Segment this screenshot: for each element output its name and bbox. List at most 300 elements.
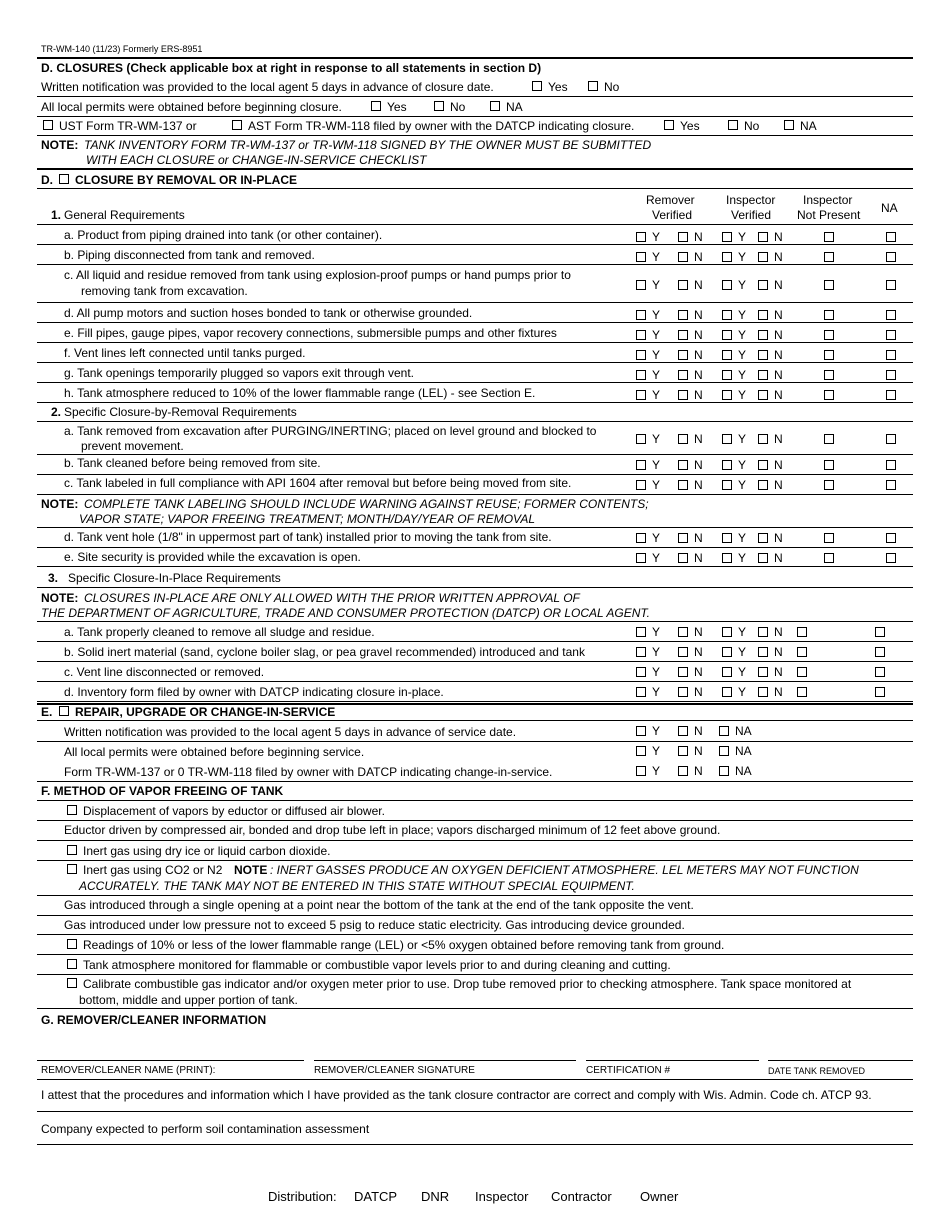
repair-no-checkbox[interactable] (678, 746, 688, 756)
remover-yes-checkbox[interactable] (636, 350, 646, 360)
inplace-title: Specific Closure-In-Place Requirements (68, 571, 281, 585)
attestation-text: I attest that the procedures and information which I have provided as the tank closure contractor are correct and comply with Wis. Admin. Code ch. ATCP 93. (41, 1088, 872, 1102)
inplace-item: b. Solid inert material (sand, cyclone boiler slag, or pea gravel recommended) introduced and tank (64, 645, 585, 659)
inspector-not-present-checkbox[interactable] (824, 310, 834, 320)
monitored-label: Tank atmosphere monitored for flammable or combustible vapor levels prior to and during cleaning and cutting. (83, 958, 671, 972)
remover-name-label: REMOVER/CLEANER NAME (PRINT): (41, 1065, 216, 1076)
closure-notification-yes-checkbox[interactable] (532, 81, 542, 91)
na-checkbox[interactable] (875, 667, 885, 677)
y-label: Y (652, 250, 661, 264)
na-checkbox[interactable] (886, 232, 896, 242)
y-label: Y (738, 432, 747, 446)
inspector-no-checkbox[interactable] (758, 647, 768, 657)
inspector-no-checkbox[interactable] (758, 667, 768, 677)
inspector-yes-checkbox[interactable] (722, 553, 732, 563)
remover-yes-checkbox[interactable] (636, 460, 646, 470)
closure-removal-checkbox[interactable] (59, 174, 69, 184)
inspector-yes-checkbox[interactable] (722, 627, 732, 637)
note-label: NOTE: (41, 591, 79, 605)
section-d-title: D. CLOSURES (Check applicable box at right in response to all statements in section D) (41, 61, 542, 75)
divider (37, 302, 913, 303)
y-label: Y (738, 348, 747, 362)
labeling-note: COMPLETE TANK LABELING SHOULD INCLUDE WARNING AGAINST REUSE; FORMER CONTENTS; (84, 497, 649, 511)
inspector-yes-checkbox[interactable] (722, 310, 732, 320)
y-label: Y (738, 625, 747, 639)
divider (37, 527, 913, 528)
inspector-no-checkbox[interactable] (758, 553, 768, 563)
y-label: Y (652, 764, 661, 778)
remover-signature-label: REMOVER/CLEANER SIGNATURE (314, 1065, 475, 1076)
remover-no-checkbox[interactable] (678, 553, 688, 563)
n-label: N (774, 665, 783, 679)
n-label: N (694, 458, 703, 472)
y-label: Y (652, 388, 661, 402)
inplace-item: d. Inventory form filed by owner with DATCP indicating closure in-place. (64, 685, 444, 699)
y-label: Y (652, 458, 661, 472)
y-label: Y (652, 432, 661, 446)
ast-form-checkbox[interactable] (232, 120, 242, 130)
remover-no-checkbox[interactable] (678, 480, 688, 490)
general-num: 1. (51, 208, 62, 222)
inspector-not-present-checkbox[interactable] (824, 460, 834, 470)
inspector-no-checkbox[interactable] (758, 434, 768, 444)
na-label: NA (735, 724, 752, 738)
repair-na-checkbox[interactable] (719, 766, 729, 776)
no-label: No (450, 100, 466, 114)
n-label: N (774, 368, 783, 382)
n-label: N (694, 308, 703, 322)
inspector-not-present-checkbox[interactable] (824, 370, 834, 380)
divider (37, 1111, 913, 1112)
certification-label: CERTIFICATION # (586, 1065, 671, 1076)
y-label: Y (738, 645, 747, 659)
form-id: TR-WM-140 (11/23) Formerly ERS-8951 (41, 44, 203, 54)
divider (37, 474, 913, 475)
inspector-yes-checkbox[interactable] (722, 480, 732, 490)
remover-no-checkbox[interactable] (678, 310, 688, 320)
remover-yes-checkbox[interactable] (636, 330, 646, 340)
remover-no-checkbox[interactable] (678, 370, 688, 380)
divider (37, 362, 913, 363)
form-filed-yes-checkbox[interactable] (664, 120, 674, 130)
divider (37, 720, 913, 721)
y-label: Y (652, 230, 661, 244)
n-label: N (694, 328, 703, 342)
ast-form-label: AST Form TR-WM-118 filed by owner with the DATCP indicating closure. (248, 119, 635, 133)
remover-yes-checkbox[interactable] (636, 434, 646, 444)
divider (37, 701, 913, 702)
col-not-present: Not Present (797, 208, 861, 222)
inspector-no-checkbox[interactable] (758, 350, 768, 360)
remover-yes-checkbox[interactable] (636, 252, 646, 262)
y-label: Y (738, 531, 747, 545)
y-label: Y (738, 278, 747, 292)
n-label: N (774, 230, 783, 244)
inspector-not-present-checkbox[interactable] (824, 533, 834, 543)
distribution-owner: Owner (640, 1189, 679, 1204)
divider (37, 934, 913, 935)
remover-yes-checkbox[interactable] (636, 370, 646, 380)
inspector-no-checkbox[interactable] (758, 460, 768, 470)
n-label: N (694, 230, 703, 244)
repair-section-title: REPAIR, UPGRADE OR CHANGE-IN-SERVICE (75, 705, 336, 719)
labeling-note: VAPOR STATE; VAPOR FREEING TREATMENT; MONTH/DAY/YEAR OF REMOVAL (79, 512, 536, 526)
na-checkbox[interactable] (875, 647, 885, 657)
yes-label: Yes (548, 80, 568, 94)
spec-item: c. Tank labeled in full compliance with API 1604 after removal but before being moved from site. (64, 476, 572, 490)
divider (37, 566, 913, 567)
inspector-yes-checkbox[interactable] (722, 252, 732, 262)
col-inspector: Verified (731, 208, 772, 222)
inspector-not-present-checkbox[interactable] (824, 232, 834, 242)
note-label: NOTE: (41, 138, 79, 152)
soil-assessment-label: Company expected to perform soil contamination assessment (41, 1122, 370, 1136)
note-label: NOTE (234, 863, 268, 877)
inspector-yes-checkbox[interactable] (722, 330, 732, 340)
vapor-section-title: F. METHOD OF VAPOR FREEING OF TANK (41, 784, 284, 798)
readings-checkbox[interactable] (67, 939, 77, 949)
inspector-yes-checkbox[interactable] (722, 232, 732, 242)
repair-item: Written notification was provided to the local agent 5 days in advance of service date. (64, 725, 517, 739)
divider (37, 1008, 913, 1009)
n-label: N (774, 478, 783, 492)
spec-item: b. Tank cleaned before being removed from site. (64, 456, 321, 470)
remover-no-checkbox[interactable] (678, 627, 688, 637)
inspector-not-present-checkbox[interactable] (824, 553, 834, 563)
remover-signature-line[interactable] (314, 1060, 576, 1061)
inspector-no-checkbox[interactable] (758, 370, 768, 380)
inspector-not-present-checkbox[interactable] (824, 280, 834, 290)
date-removed-label: DATE TANK REMOVED (768, 1066, 866, 1076)
na-checkbox[interactable] (886, 252, 896, 262)
n-label: N (694, 250, 703, 264)
inert-note: ACCURATELY. THE TANK MAY NOT BE ENTERED IN THIS STATE WITHOUT SPECIAL EQUIPMENT. (79, 879, 635, 893)
y-label: Y (738, 685, 747, 699)
y-label: Y (738, 665, 747, 679)
na-checkbox[interactable] (886, 460, 896, 470)
inspector-no-checkbox[interactable] (758, 232, 768, 242)
y-label: Y (652, 531, 661, 545)
repair-na-checkbox[interactable] (719, 746, 729, 756)
remover-no-checkbox[interactable] (678, 434, 688, 444)
inventory-note: WITH EACH CLOSURE or CHANGE-IN-SERVICE CHECKLIST (86, 153, 427, 167)
n-label: N (774, 551, 783, 565)
repair-item: All local permits were obtained before beginning service. (64, 745, 365, 759)
y-label: Y (652, 665, 661, 679)
inspector-yes-checkbox[interactable] (722, 647, 732, 657)
form-filed-no-checkbox[interactable] (728, 120, 738, 130)
n-label: N (774, 348, 783, 362)
repair-yes-checkbox[interactable] (636, 746, 646, 756)
repair-yes-checkbox[interactable] (636, 766, 646, 776)
n-label: N (694, 625, 703, 639)
inert-dry-label: Inert gas using dry ice or liquid carbon dioxide. (83, 844, 331, 858)
inspector-yes-checkbox[interactable] (722, 687, 732, 697)
section-prefix: D. (41, 173, 53, 187)
calibrate-label: Calibrate combustible gas indicator and/or oxygen meter prior to use. Drop tube removed prior to checking atmosphere. Tank space monitored at (83, 977, 852, 991)
repair-item: Form TR-WM-137 or 0 TR-WM-118 filed by owner with DATCP indicating change-in-service. (64, 765, 553, 779)
y-label: Y (738, 458, 747, 472)
n-label: N (694, 665, 703, 679)
repair-na-checkbox[interactable] (719, 726, 729, 736)
col-remover: Remover (646, 193, 695, 207)
y-label: Y (652, 308, 661, 322)
inspector-no-checkbox[interactable] (758, 533, 768, 543)
remover-name-line[interactable] (37, 1060, 304, 1061)
distribution-label: Distribution: (268, 1189, 337, 1204)
distribution-datcp: DATCP (354, 1189, 398, 1204)
inplace-item: c. Vent line disconnected or removed. (64, 665, 265, 679)
certification-line[interactable] (586, 1060, 759, 1061)
divider (37, 895, 913, 896)
remover-no-checkbox[interactable] (678, 667, 688, 677)
no-label: No (744, 119, 760, 133)
inspector-not-present-checkbox[interactable] (797, 627, 807, 637)
divider (37, 820, 913, 821)
calibrate-checkbox[interactable] (67, 978, 77, 988)
divider (37, 244, 913, 245)
inspector-not-present-checkbox[interactable] (824, 252, 834, 262)
inspector-no-checkbox[interactable] (758, 390, 768, 400)
remover-no-checkbox[interactable] (678, 647, 688, 657)
inspector-not-present-checkbox[interactable] (797, 667, 807, 677)
remover-no-checkbox[interactable] (678, 252, 688, 262)
section-prefix: E. (41, 705, 53, 719)
remover-yes-checkbox[interactable] (636, 533, 646, 543)
n-label: N (774, 645, 783, 659)
n-label: N (694, 724, 703, 738)
inspector-yes-checkbox[interactable] (722, 533, 732, 543)
na-label: NA (735, 744, 752, 758)
y-label: Y (738, 388, 747, 402)
remover-yes-checkbox[interactable] (636, 687, 646, 697)
na-checkbox[interactable] (886, 280, 896, 290)
n-label: N (774, 308, 783, 322)
repair-yes-checkbox[interactable] (636, 726, 646, 736)
na-checkbox[interactable] (886, 390, 896, 400)
inert-co2-label: Inert gas using CO2 or N2 (83, 863, 223, 877)
na-label: NA (506, 100, 523, 114)
y-label: Y (652, 724, 661, 738)
n-label: N (694, 551, 703, 565)
divider (37, 224, 913, 225)
divider (37, 188, 913, 189)
divider (37, 587, 913, 588)
na-checkbox[interactable] (886, 533, 896, 543)
divider (37, 135, 913, 136)
divider (37, 421, 913, 422)
divider (37, 860, 913, 861)
general-title: General Requirements (64, 208, 185, 222)
divider (37, 954, 913, 955)
divider (37, 402, 913, 403)
inspector-no-checkbox[interactable] (758, 252, 768, 262)
spec-item: e. Site security is provided while the excavation is open. (64, 550, 361, 564)
divider (37, 621, 913, 622)
divider (37, 681, 913, 682)
inert-co2-checkbox[interactable] (67, 864, 77, 874)
inspector-yes-checkbox[interactable] (722, 667, 732, 677)
general-item: c. All liquid and residue removed from tank using explosion-proof pumps or hand pumps prior to (64, 268, 571, 282)
n-label: N (694, 764, 703, 778)
closure-notification-no-checkbox[interactable] (588, 81, 598, 91)
remover-no-checkbox[interactable] (678, 460, 688, 470)
y-label: Y (652, 685, 661, 699)
remover-no-checkbox[interactable] (678, 280, 688, 290)
na-checkbox[interactable] (875, 627, 885, 637)
general-item: g. Tank openings temporarily plugged so vapors exit through vent. (64, 366, 414, 380)
na-checkbox[interactable] (886, 310, 896, 320)
y-label: Y (652, 278, 661, 292)
divider (37, 57, 913, 59)
form-filed-na-checkbox[interactable] (784, 120, 794, 130)
n-label: N (694, 478, 703, 492)
closure-notification-label: Written notification was provided to the local agent 5 days in advance of closure date. (41, 80, 494, 94)
displacement-checkbox[interactable] (67, 805, 77, 815)
gas-single-text: Gas introduced through a single opening at a point near the bottom of the tank at the end of the tank opposite the vent. (64, 898, 694, 912)
divider (37, 661, 913, 662)
n-label: N (694, 368, 703, 382)
n-label: N (694, 278, 703, 292)
inspector-yes-checkbox[interactable] (722, 460, 732, 470)
inspector-no-checkbox[interactable] (758, 687, 768, 697)
spec-title: Specific Closure-by-Removal Requirements (64, 405, 297, 419)
inspector-no-checkbox[interactable] (758, 330, 768, 340)
y-label: Y (652, 328, 661, 342)
inplace-item: a. Tank properly cleaned to remove all sludge and residue. (64, 625, 375, 639)
date-removed-line[interactable] (768, 1060, 913, 1061)
remover-no-checkbox[interactable] (678, 232, 688, 242)
inspector-yes-checkbox[interactable] (722, 350, 732, 360)
y-label: Y (738, 308, 747, 322)
remover-yes-checkbox[interactable] (636, 480, 646, 490)
na-checkbox[interactable] (886, 350, 896, 360)
na-checkbox[interactable] (875, 687, 885, 697)
inert-dry-ice-checkbox[interactable] (67, 845, 77, 855)
remover-no-checkbox[interactable] (678, 687, 688, 697)
monitored-checkbox[interactable] (67, 959, 77, 969)
divider (37, 1079, 913, 1080)
inspector-not-present-checkbox[interactable] (824, 434, 834, 444)
remover-yes-checkbox[interactable] (636, 390, 646, 400)
n-label: N (774, 250, 783, 264)
y-label: Y (738, 368, 747, 382)
remover-yes-checkbox[interactable] (636, 647, 646, 657)
ust-form-label: UST Form TR-WM-137 or (59, 119, 197, 133)
y-label: Y (652, 645, 661, 659)
divider (37, 264, 913, 265)
na-checkbox[interactable] (886, 434, 896, 444)
spec-item: d. Tank vent hole (1/8" in uppermost part of tank) installed prior to moving the tank from site. (64, 530, 552, 544)
inspector-no-checkbox[interactable] (758, 627, 768, 637)
remover-yes-checkbox[interactable] (636, 310, 646, 320)
divider (37, 641, 913, 642)
inspector-not-present-checkbox[interactable] (797, 647, 807, 657)
inspector-not-present-checkbox[interactable] (824, 390, 834, 400)
general-item: d. All pump motors and suction hoses bonded to tank or otherwise grounded. (64, 306, 473, 320)
inspector-yes-checkbox[interactable] (722, 390, 732, 400)
general-item: removing tank from excavation. (81, 284, 248, 298)
repair-section-checkbox[interactable] (59, 706, 69, 716)
divider (37, 342, 913, 343)
n-label: N (774, 458, 783, 472)
divider (37, 454, 913, 455)
n-label: N (774, 278, 783, 292)
inplace-num: 3. (48, 571, 59, 585)
y-label: Y (652, 625, 661, 639)
na-checkbox[interactable] (886, 480, 896, 490)
closure-permits-no-checkbox[interactable] (434, 101, 444, 111)
spec-item: prevent movement. (81, 439, 184, 453)
closure-permits-na-checkbox[interactable] (490, 101, 500, 111)
inspector-no-checkbox[interactable] (758, 280, 768, 290)
inspector-not-present-checkbox[interactable] (824, 330, 834, 340)
inplace-note: CLOSURES IN-PLACE ARE ONLY ALLOWED WITH THE PRIOR WRITTEN APPROVAL OF (84, 591, 580, 605)
closure-permits-yes-checkbox[interactable] (371, 101, 381, 111)
na-checkbox[interactable] (886, 330, 896, 340)
remover-yes-checkbox[interactable] (636, 627, 646, 637)
note-label: NOTE: (41, 497, 79, 511)
inspector-not-present-checkbox[interactable] (824, 350, 834, 360)
y-label: Y (738, 230, 747, 244)
repair-no-checkbox[interactable] (678, 726, 688, 736)
remover-no-checkbox[interactable] (678, 350, 688, 360)
y-label: Y (738, 328, 747, 342)
inspector-yes-checkbox[interactable] (722, 370, 732, 380)
divider (37, 168, 913, 170)
inspector-no-checkbox[interactable] (758, 480, 768, 490)
remover-yes-checkbox[interactable] (636, 232, 646, 242)
na-checkbox[interactable] (886, 370, 896, 380)
repair-no-checkbox[interactable] (678, 766, 688, 776)
remover-no-checkbox[interactable] (678, 330, 688, 340)
remover-yes-checkbox[interactable] (636, 667, 646, 677)
n-label: N (774, 388, 783, 402)
remover-section-title: G. REMOVER/CLEANER INFORMATION (41, 1013, 267, 1027)
spec-num: 2. (51, 405, 62, 419)
remover-no-checkbox[interactable] (678, 390, 688, 400)
ust-form-checkbox[interactable] (43, 120, 53, 130)
remover-no-checkbox[interactable] (678, 533, 688, 543)
inspector-not-present-checkbox[interactable] (797, 687, 807, 697)
general-item: b. Piping disconnected from tank and removed. (64, 248, 315, 262)
displacement-label: Displacement of vapors by eductor or diffused air blower. (83, 804, 385, 818)
divider (37, 741, 913, 742)
y-label: Y (738, 478, 747, 492)
inspector-no-checkbox[interactable] (758, 310, 768, 320)
col-na: NA (881, 201, 898, 215)
inspector-yes-checkbox[interactable] (722, 434, 732, 444)
na-label: NA (800, 119, 817, 133)
spec-item: a. Tank removed from excavation after PURGING/INERTING; placed on level ground and blocked to (64, 424, 597, 438)
y-label: Y (738, 551, 747, 565)
na-checkbox[interactable] (886, 553, 896, 563)
remover-yes-checkbox[interactable] (636, 553, 646, 563)
distribution-inspector: Inspector (475, 1189, 529, 1204)
inventory-note: TANK INVENTORY FORM TR-WM-137 or TR-WM-118 SIGNED BY THE OWNER MUST BE SUBMITTED (84, 138, 652, 152)
n-label: N (774, 328, 783, 342)
inspector-not-present-checkbox[interactable] (824, 480, 834, 490)
remover-yes-checkbox[interactable] (636, 280, 646, 290)
eductor-text: Eductor driven by compressed air, bonded and drop tube left in place; vapors discharged minimum of 12 feet above ground. (64, 823, 721, 837)
divider (37, 382, 913, 383)
divider (37, 96, 913, 97)
general-item: h. Tank atmosphere reduced to 10% of the lower flammable range (LEL) - see Section E. (64, 386, 536, 400)
divider (37, 1144, 913, 1145)
inspector-yes-checkbox[interactable] (722, 280, 732, 290)
closure-permits-label: All local permits were obtained before beginning closure. (41, 100, 342, 114)
divider (37, 494, 913, 495)
